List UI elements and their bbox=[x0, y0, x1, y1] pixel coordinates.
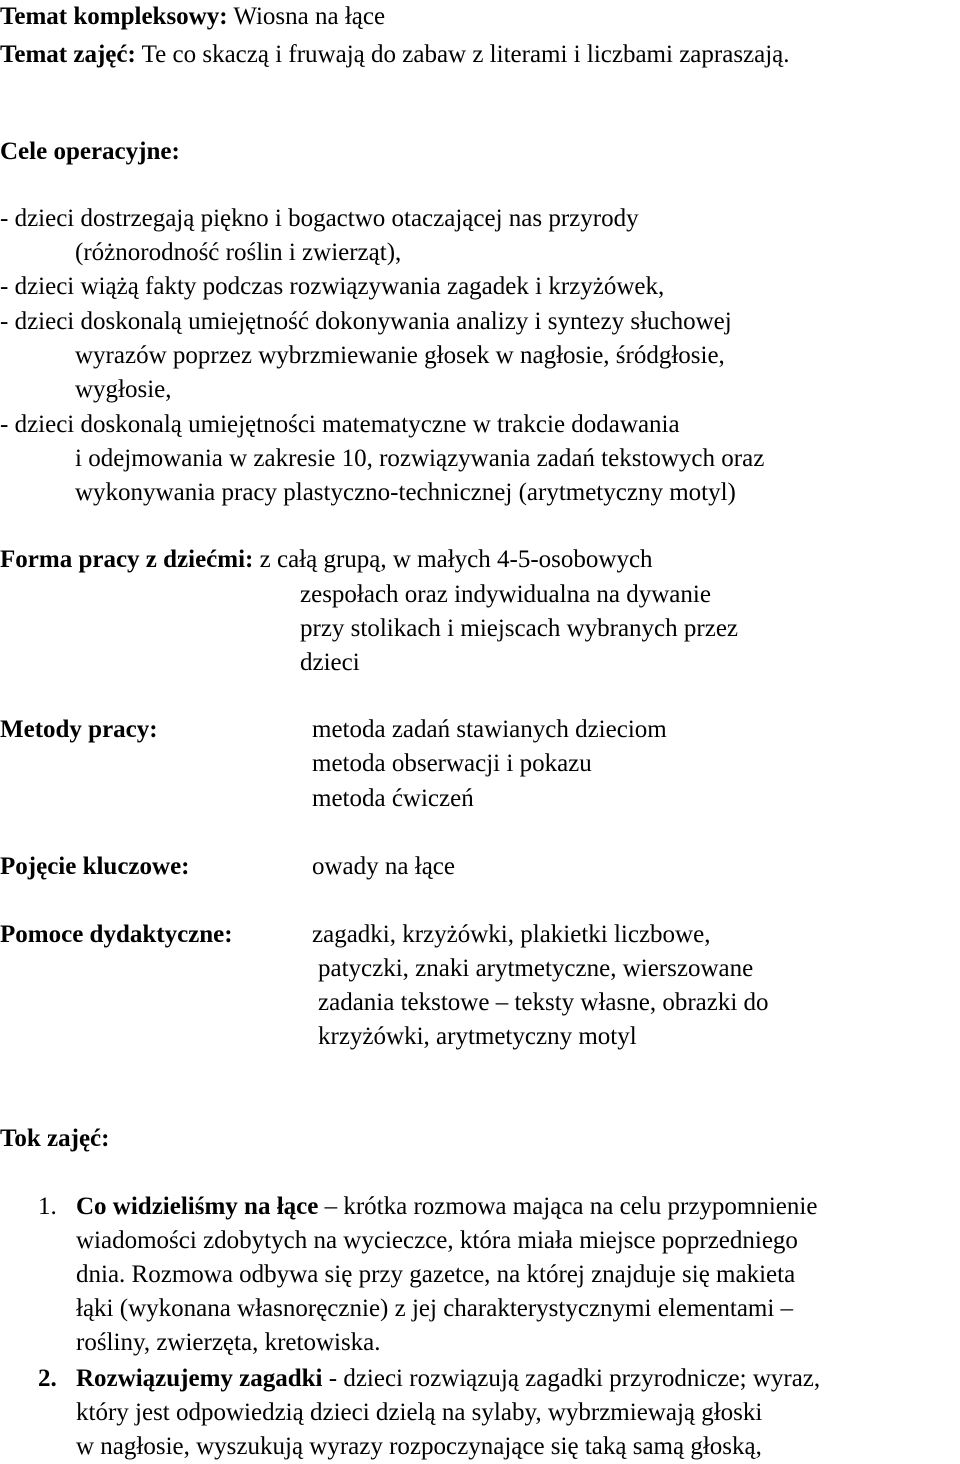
objective-line: i odejmowania w zakresie 10, rozwiązywania zadań tekstowych oraz bbox=[75, 445, 765, 472]
aids-line: zagadki, krzyżówki, plakietki liczbowe, bbox=[312, 921, 711, 948]
objective-line: wyrazów poprzez wybrzmiewanie głosek w nagłosie, śródgłosie, bbox=[75, 342, 725, 369]
work-form-line: przy stolikach i miejscach wybranych przez bbox=[300, 615, 739, 642]
topic-complex-label: Temat kompleksowy: bbox=[0, 3, 228, 30]
objective-line: - dzieci doskonalą umiejętności matematyczne w trakcie dodawania bbox=[0, 411, 680, 438]
aids-line: zadania tekstowe – teksty własne, obrazki do bbox=[318, 989, 769, 1016]
topic-class-label: Temat zajęć: bbox=[0, 41, 136, 68]
method-line: metoda zadań stawianych dzieciom bbox=[312, 716, 667, 743]
objectives-heading: Cele operacyjne: bbox=[0, 138, 180, 165]
course-heading: Tok zajęć: bbox=[0, 1125, 110, 1152]
method-line: metoda ćwiczeń bbox=[312, 785, 474, 812]
course-item-2: Rozwiązujemy zagadki - dzieci rozwiązują zagadki przyrodnicze; wyraz, bbox=[76, 1365, 821, 1392]
course-item-line: dnia. Rozmowa odbywa się przy gazetce, na której znajduje się makieta bbox=[76, 1261, 796, 1288]
topic-class-value: Te co skaczą i fruwają do zabaw z literami i liczbami zapraszają. bbox=[135, 41, 790, 68]
objective-line: - dzieci doskonalą umiejętność dokonywania analizy i syntezy słuchowej bbox=[0, 308, 732, 335]
course-item-line: który jest odpowiedzią dzieci dzielą na sylaby, wybrzmiewają głoski bbox=[76, 1399, 763, 1426]
aids-label: Pomoce dydaktyczne: bbox=[0, 921, 233, 948]
method-line: metoda obserwacji i pokazu bbox=[312, 750, 592, 777]
course-item-line: w nagłosie, wyszukują wyrazy rozpoczynające się taką samą głoską, bbox=[76, 1433, 762, 1460]
work-form-first bbox=[0, 543, 653, 577]
objective-line: wygłosie, bbox=[75, 376, 172, 403]
aids-line: patyczki, znaki arytmetyczne, wierszowane bbox=[318, 955, 754, 982]
work-form-label: Forma pracy z dziećmi: bbox=[0, 546, 254, 573]
aids-line: krzyżówki, arytmetyczny motyl bbox=[318, 1023, 637, 1050]
course-item-1: Co widzieliśmy na łące – krótka rozmowa mająca na celu przypomnienie bbox=[76, 1193, 818, 1220]
topic-complex-value: Wiosna na łące bbox=[227, 3, 386, 30]
topic-complex bbox=[0, 0, 385, 34]
methods-label: Metody pracy: bbox=[0, 716, 158, 743]
course-item-line: wiadomości zdobytych na wycieczce, która miała miejsce poprzedniego bbox=[76, 1227, 798, 1254]
course-item-number: 2. bbox=[38, 1365, 57, 1392]
course-item-title: Rozwiązujemy zagadki bbox=[76, 1365, 323, 1392]
work-form-line: zespołach oraz indywidualna na dywanie bbox=[300, 581, 711, 608]
topic-class bbox=[0, 38, 790, 72]
course-item-number: 1. bbox=[38, 1193, 57, 1220]
course-item-title: Co widzieliśmy na łące bbox=[76, 1193, 319, 1220]
course-item-line: łąki (wykonana własnoręcznie) z jej charakterystycznymi elementami – bbox=[76, 1295, 794, 1322]
objective-line: - dzieci wiążą fakty podczas rozwiązywania zagadek i krzyżówek, bbox=[0, 273, 665, 300]
course-item-line: rośliny, zwierzęta, kretowiska. bbox=[76, 1329, 381, 1356]
objective-line: (różnorodność roślin i zwierząt), bbox=[75, 239, 402, 266]
work-form-line: z całą grupą, w małych 4-5-osobowych bbox=[253, 546, 653, 573]
work-form-line: dzieci bbox=[300, 649, 360, 676]
objective-line: - dzieci dostrzegają piękno i bogactwo otaczającej nas przyrody bbox=[0, 205, 639, 232]
objective-line: wykonywania pracy plastyczno-technicznej (arytmetyczny motyl) bbox=[75, 479, 736, 506]
key-concept-value: owady na łące bbox=[312, 853, 455, 880]
key-concept-label: Pojęcie kluczowe: bbox=[0, 853, 190, 880]
